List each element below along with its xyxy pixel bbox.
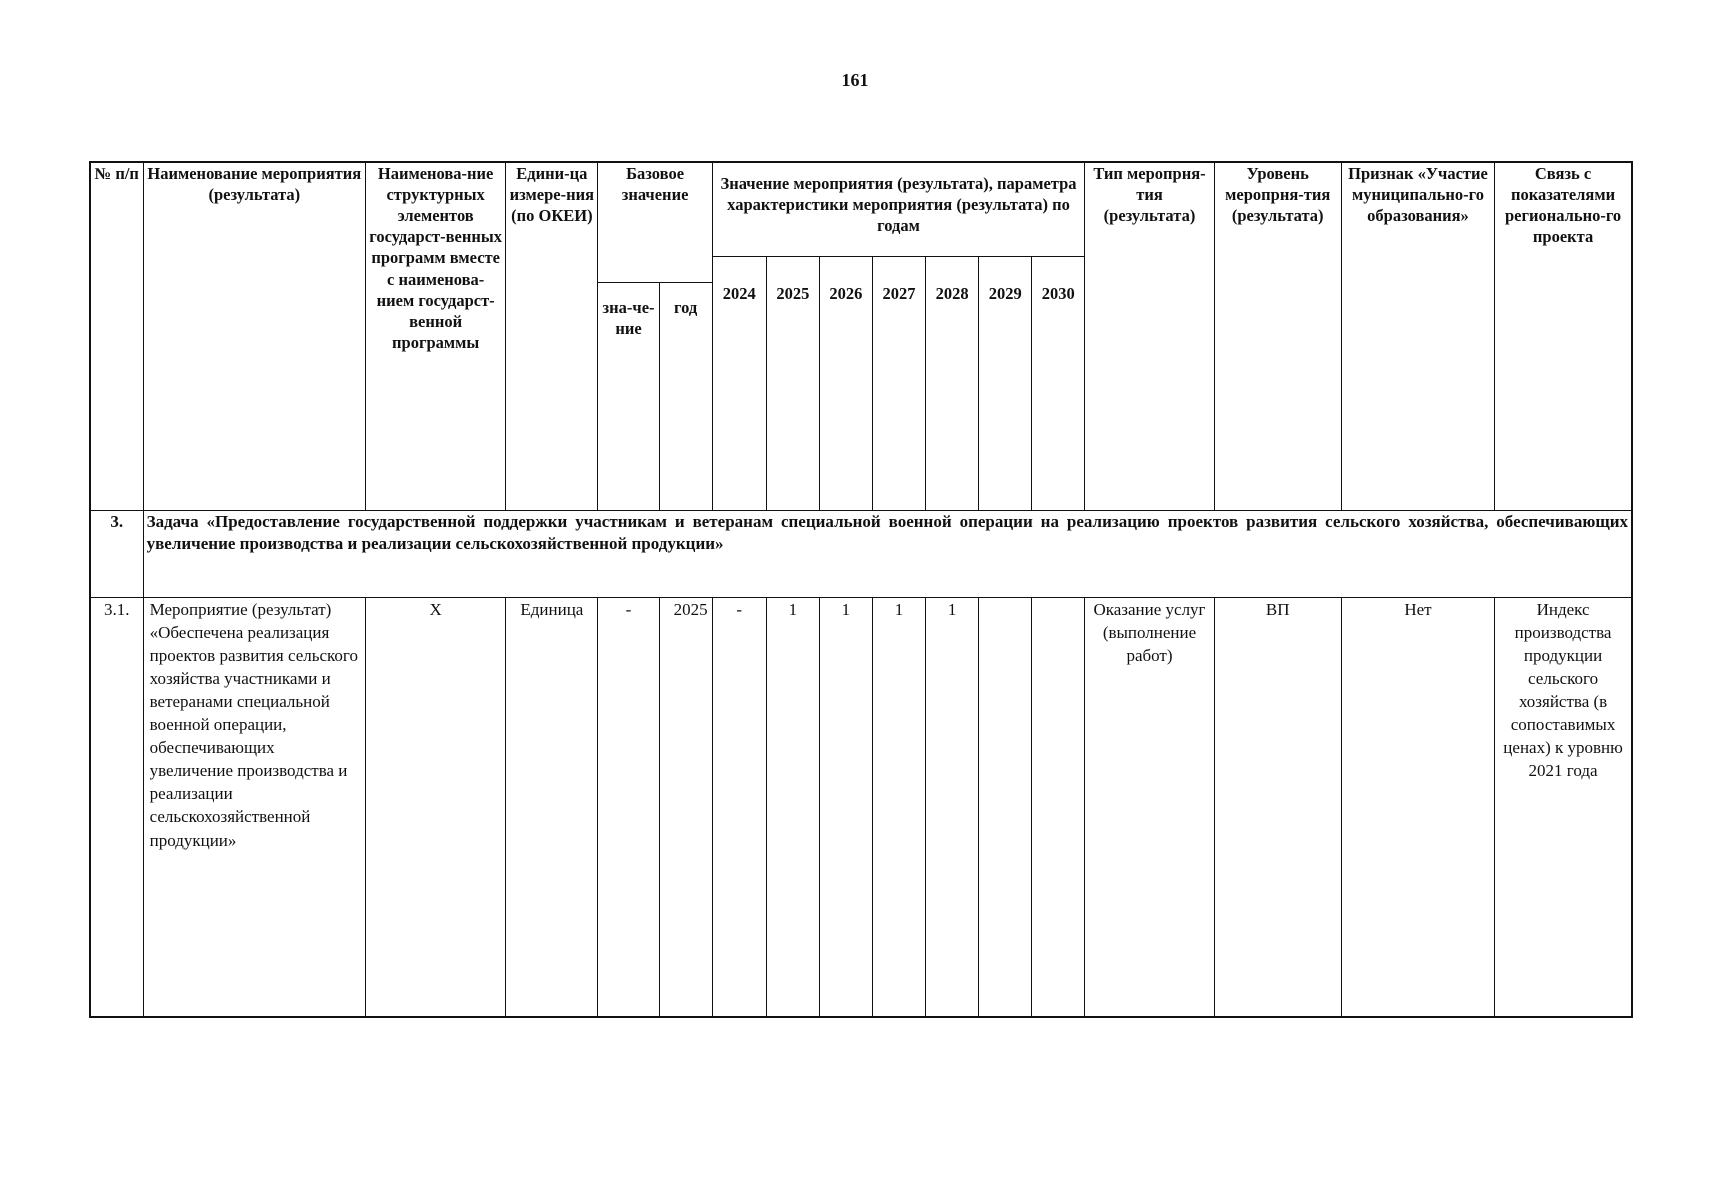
row-year-2029 [979,597,1032,1017]
row-name: Мероприятие (результат) «Обеспечена реализация проектов развития сельского хозяйства участниками и ветеранами специальной военной операции, обеспечивающих увеличение производства и реализации сельскохозяйственной продукции» [143,597,365,1017]
row-year-2026: 1 [819,597,872,1017]
header-level: Уровень меропрня-тия (результата) [1214,162,1341,510]
row-year-2024: - [712,597,766,1017]
header-year-2029: 2029 [979,256,1032,510]
header-num: № п/п [90,162,143,510]
row-level: ВП [1214,597,1341,1017]
header-year-2027: 2027 [872,256,925,510]
header-year-2024: 2024 [712,256,766,510]
table-row [90,597,1632,1017]
task-row [90,510,1632,597]
header-structural: Наименова-ние структурных элементов государст-венных программ вместе с наименова-нием государст-венной программы [366,162,506,510]
row-base-value: - [598,597,659,1017]
header-municipal: Признак «Участие муниципально-го образования» [1341,162,1494,510]
header-year-2025: 2025 [766,256,819,510]
header-year-2026: 2026 [819,256,872,510]
header-name: Наименование мероприятия (результата) [143,162,365,510]
row-municipal: Нет [1341,597,1494,1017]
task-number: 3. [90,510,143,597]
header-unit: Едини-ца измере-ния (по ОКЕИ) [506,162,598,510]
header-year-2028: 2028 [926,256,979,510]
header-base-year: год [659,282,712,510]
header-row-1 [90,162,1632,256]
row-type: Оказание услуг (выполнение работ) [1085,597,1214,1017]
page-number: 161 [841,70,869,90]
indicators-table [89,161,1633,1018]
row-year-2028: 1 [926,597,979,1017]
header-base-value: зна-че-ние [598,282,659,510]
row-year-2030 [1032,597,1085,1017]
row-unit: Единица [506,597,598,1017]
header-link: Связь с показателями регионально-го проекта [1495,162,1632,510]
row-year-2027: 1 [872,597,925,1017]
header-base: Базовое значение [598,162,712,282]
header-type: Тип меропрня-тия (результата) [1085,162,1214,510]
header-values-by-year: Значение мероприятия (результата), параметра характеристики мероприятия (результата) по годам [712,162,1085,256]
task-text: Задача «Предоставление государственной поддержки участникам и ветеранам специальной военной операции на реализацию проектов развития сельского хозяйства, обеспечивающих увеличение производства и реализации сельскохозяйственной продукции» [143,510,1632,597]
row-number: 3.1. [90,597,143,1017]
header-year-2030: 2030 [1032,256,1085,510]
row-base-year: 2025 [659,597,712,1017]
row-link: Индекс производства продукции сельского хозяйства (в сопоставимых ценах) к уровню 2021 года [1495,597,1632,1017]
row-year-2025: 1 [766,597,819,1017]
row-structural: X [366,597,506,1017]
